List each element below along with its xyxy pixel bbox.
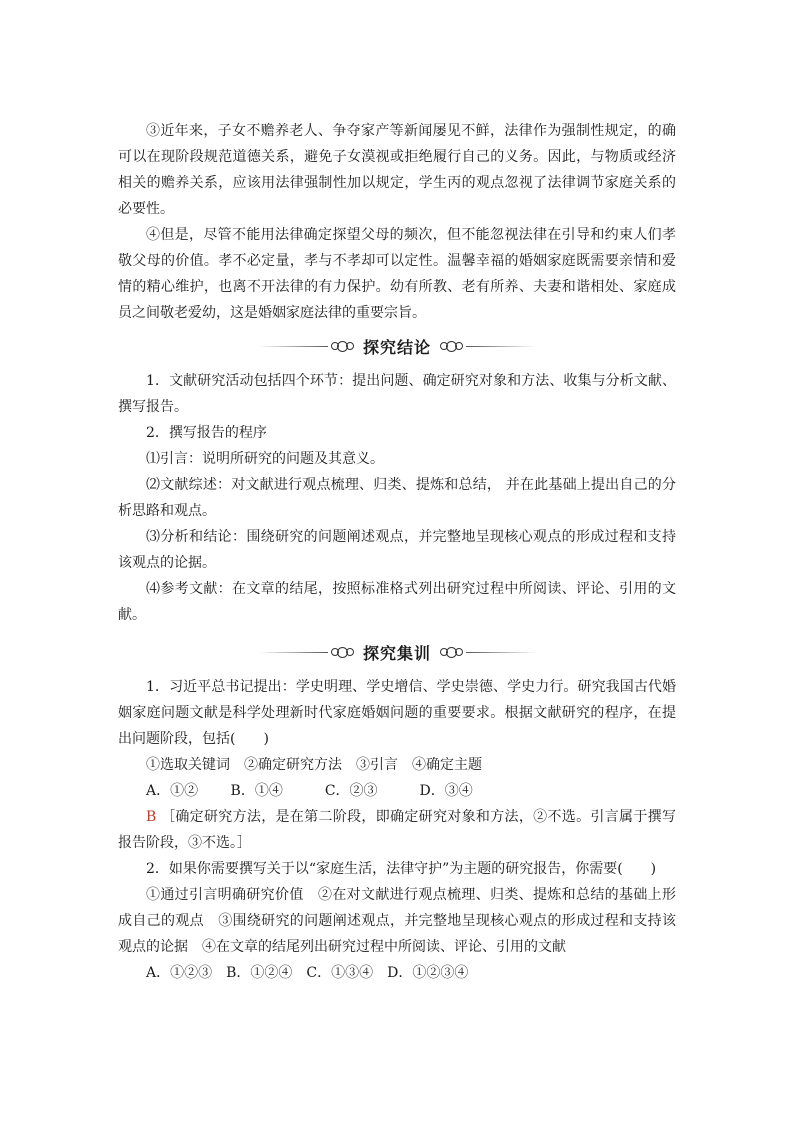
ornament-icon [441,341,462,352]
conclusion-item: ⑷参考文献：在文章的结尾，按照标准格式列出研究过程中所阅读、评论、引用的文献。 [118,581,676,623]
question-2-stem: 2．如果你需要撰写关于以“家庭生活，法律守护”为主题的研究报告，你需要( ) [146,861,657,877]
section-title: 探究集训 [362,643,431,663]
question-2-choices: A．①②③ B．①②④ C．①③④ D．①②③④ [146,965,469,981]
paragraph-4: ④但是，尽管不能用法律确定探望父母的频次，但不能忽视法律在引导和约束人们孝敬父母的价值。孝不必定量，孝与不孝却可以定性。温馨幸福的婚姻家庭既需要亲情和爱情的精心维护，也离不开法律的有力保护。幼有所教、老有所养、夫妻和谐相处、家庭成员之间敬老爱幼，这是婚姻家庭法律的重要宗旨。 [118,227,676,321]
paragraph-3: ③近年来，子女不赡养老人、争夺家产等新闻屡见不鲜，法律作为强制性规定，的确可以在现阶段规范道德关系，避免子女漠视或拒绝履行自己的义务。因此，与物质或经济相关的赡养关系，应该用法律强制性加以规定，学生丙的观点忽视了法律调节家庭关系的必要性。 [118,123,676,217]
answer-explanation: ［确定研究方法，是在第二阶段，即确定研究对象和方法，②不选。引言属于撰写报告阶段，③不选。］ [118,809,676,851]
question-1-options: ①选取关键词 ②确定研究方法 ③引言 ④确定主题 [146,757,482,773]
conclusion-item: ⑴引言：说明所研究的问题及其意义。 [146,451,384,467]
conclusion-item: ⑶分析和结论：围绕研究的问题阐述观点，并完整地呈现核心观点的形成过程和支持该观点的论据。 [118,529,676,571]
ornament-icon [332,341,353,352]
question-1-answer [118,804,676,856]
divider-right [466,346,536,347]
answer-letter: B [146,809,157,825]
ornament-icon [332,647,353,658]
ornament-icon [441,647,462,658]
section-header-exercises [118,634,676,670]
section-title: 探究结论 [362,337,431,357]
section-header-conclusion [118,328,676,364]
conclusion-item: ⑵文献综述：对文献进行观点梳理、归类、提炼和总结， 并在此基础上提出自己的分析思路和观点。 [118,477,676,519]
question-2-options: ①通过引言明确研究价值 ②在对文献进行观点梳理、归类、提炼和总结的基础上形成自己的观点 ③围绕研究的问题阐述观点，并完整地呈现核心观点的形成过程和支持该观点的论据 ④在文章的结尾列出研究过程中所阅读、评论、引用的文献 [118,887,676,955]
conclusion-item: 2．撰写报告的程序 [146,425,267,441]
document-page [118,118,676,986]
divider-left [258,346,328,347]
question-1-choices: A．①② B．①④ C．②③ D．③④ [146,783,473,799]
divider-left [258,652,328,653]
conclusion-item: 1．文献研究活动包括四个环节：提出问题、确定研究对象和方法、收集与分析文献、撰写报告。 [118,373,676,415]
divider-right [466,652,536,653]
question-1-stem: 1．习近平总书记提出：学史明理、学史增信、学史崇德、学史力行。研究我国古代婚姻家庭问题文献是科学处理新时代家庭婚姻问题的重要要求。根据文献研究的程序，在提出问题阶段，包括( ) [118,679,676,747]
